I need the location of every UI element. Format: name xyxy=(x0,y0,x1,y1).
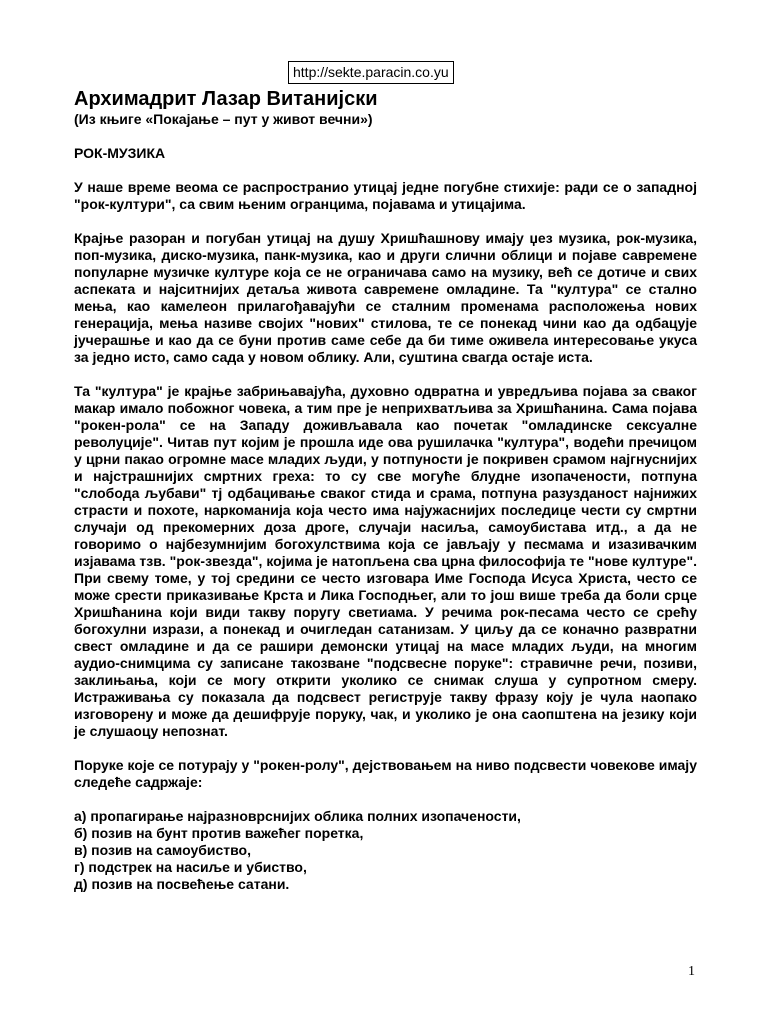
paragraph-messages: Поруке које се потурају у "рокен-ролу", дејствовањем на ниво подсвести човекове имају следеће садржаје: xyxy=(74,757,697,790)
list-item: д) позив на посвећење сатани. xyxy=(74,876,290,892)
paragraph-influence: Крајње разоран и погубан утицај на душу Хришћашнову имају џез музика, рок-музика, поп-музика, диско-музика, панк-музика, као и други слични облици и појаве савремене популарне музичке културе која се не ограничава само на музику, већ се дотиче и свих аспеката и најситнијих детаља живота савремене омладине. Та "култура" се стално мења, као камелеон прилагођавајући се сталним променама расположења нових генерација, мења називе својих "нових" стилова, те се понекад чини као да одбацује јучерашње и као да се буни против саме себе да би тиме оживела интересовање укуса за једно исто, само сада у новом облику. Али, суштина свагда остаје иста. xyxy=(74,230,697,365)
paragraph-culture: Та "култура" је крајње забрињавајућа, духовно одвратна и увредљива појава за сваког макар имало побожног човека, а тим пре је неприхватљива за Хришћанина. Сама појава "рокен-рола" се на Западу доживљавала као почетак "омладинске сексуалне револуције". Читав пут којим је прошла иде ова рушилачка "култура", водећи пречицом у црни пакао огромне масе младих људи, у потпуности је покривен срамом најгнуснијих и најстрашнијих смртних греха: то су све могуће блудне изопачености, потпуна "слобода љубави" тј одбацивање сваког стида и срама, потпуна разузданост најнижих страсти и похоте, наркоманија која често има најужаснијих последице чести су смртни случаји од прекомерних доза дроге, случаји насиља, самоубистава итд., а да не говоримо о најбезумнијим богохулствима која се јављају у песмама и изазивачким изјавама тзв. "рок-звезда", којима је натопљена сва црна философија те "нове културе". При свему томе, у тој средини се често изговара Име Господа Исуса Христа, често се може срести приказивање Крста и Лика Господњег, али то још више треба да боли срце Хришћанина који види такву поругу светиама. У речима рок-песама често се срећу богохулни изрази, а понекад и очигледан сатанизам. У циљу да се коначно развратни свест омладине и да се рашири демонски утицај на масе младих људи, на многим аудио-снимцима су записане такозване "подсвесне поруке": стравичне речи, позиви, заклињања, који се могу открити уколико се снимак слуша у супротном смеру. Истраживања су показала да подсвест региструје такву фразу коју је чула наопако изговорену и може да дешифрује поруку, чак, и уколико је она саопштена на језику који је слушаоцу непознат. xyxy=(74,383,697,739)
list-item: г) подстрек на насиље и убиство, xyxy=(74,859,307,875)
message-list xyxy=(74,808,697,893)
list-item: б) позив на бунт против важећег поретка, xyxy=(74,825,364,841)
section-title: РОК-МУЗИКА xyxy=(74,145,166,161)
list-item: а) пропагирање најразноврснијих облика полних изопачености, xyxy=(74,808,521,824)
source-url-box: http://sekte.paracin.co.yu xyxy=(288,61,454,84)
list-item: в) позив на самоубиство, xyxy=(74,842,252,858)
document-subtitle: (Из књиге «Покајање – пут у живот вечни») xyxy=(74,111,373,127)
page-number: 1 xyxy=(688,964,695,979)
document-body xyxy=(74,87,697,893)
paragraph-intro: У наше време веома се распространио утицај једне погубне стихије: ради се о западној "рок-култури", са свим њеним огранцима, појавама и утицајима. xyxy=(74,179,697,212)
document-title: Архимадрит Лазар Витанијски xyxy=(74,88,378,110)
